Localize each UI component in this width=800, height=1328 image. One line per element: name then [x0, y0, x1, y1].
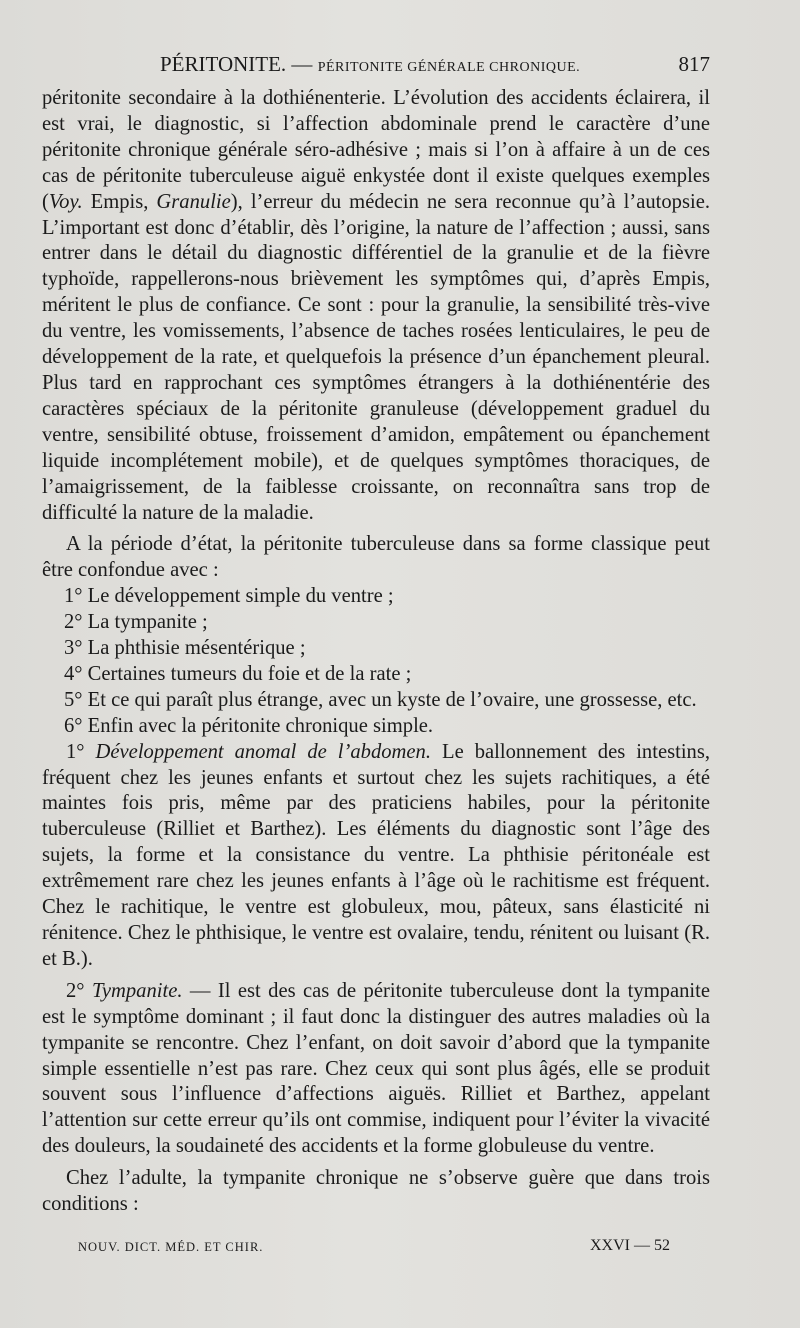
body-text [42, 86, 710, 1218]
paragraph-1-text-a: péritonite secondaire à la dothiénenterie. L’évolution des accidents éclairera, il est vrai, le diagnostic, si l’affection abdominale prend le caractère d’une péritonite chronique générale séro-adhésive ; mais si l’on à affaire à un de ces cas de péritonite tuberculeuse aiguë enkystée dont il existe quelques exemples ( [42, 87, 710, 213]
list-item: 1° Le développement simple du ventre ; [64, 585, 394, 608]
page-number: 817 [678, 52, 710, 76]
paragraph-5: Chez l’adulte, la tympanite chronique ne s’observe guère que dans trois conditions : [42, 1167, 710, 1216]
list-item: 3° La phthisie mésentérique ; [64, 637, 306, 660]
paragraph-2: A la période d’état, la péritonite tuberculeuse dans sa forme classique peut être confondue avec : [42, 533, 710, 582]
paragraph-3-text: Le ballonnement des intestins, fréquent chez les jeunes enfants et surtout chez les sujets rachitiques, a été maintes fois pris, même par des praticiens habiles, pour la péritonite tuberculeuse (Rilliet et Barthez). Les éléments du diagnostic sont l’âge des sujets, la forme et la consistance du ventre. La phthisie péritonéale est extrêmement rare chez les jeunes enfants à l’âge où le rachitisme est fréquent. Chez le rachitique, le ventre est globuleux, mou, pâteux, sans élasticité ni rénitence. Chez le phthisique, le ventre est ovalaire, tendu, rénitent ou luisant (R. et B.). [42, 740, 711, 970]
paragraph-4-text: — Il est des cas de péritonite tuberculeuse dont la tympanite est le symptôme dominant ; il faut donc la distinguer des autres maladies où la tympanite se rencontre. Chez l’enfant, on doit savoir d’abord que la tympanite simple essentielle n’est pas rare. Chez ceux qui sont plus âgés, elle se produit souvent sous l’influence d’affections aiguës. Rilliet et Barthez, appelant l’attention sur cette erreur qu’ils ont commise, indiquent pour l’éviter la vivacité des douleurs, la soudaineté des accidents et la forme globuleuse du ventre. [42, 979, 710, 1158]
list-item: 5° Et ce qui paraît plus étrange, avec un kyste de l’ovaire, une grossesse, etc. [64, 688, 697, 711]
footer-signature: NOUV. DICT. MÉD. ET CHIR. [78, 1240, 264, 1254]
paragraph-1-text-c: ), l’erreur du médecin ne sera reconnue qu’à l’autopsie. L’important est donc d’établir, dès l’origine, la nature de l’affection ; aussi, sans entrer dans le détail du diagnostic différentiel de la granulie et de la fièvre typhoïde, rappellerons-nous brièvement les symptômes qui, d’après Empis, méritent le plus de confiance. Ce sont : pour la granulie, la sensibilité très-vive du ventre, les vomissements, l’absence de taches rosées lenticulaires, le peu de développement de la rate, et quelquefois la présence d’un épanchement pleural. Plus tard en rapprochant ces symptômes étrangers à la dothiénentérie des caractères spéciaux de la péritonite granuleuse (développement graduel du ventre, sensibilité obtuse, froissement d’amidon, empâtement ou épanchement liquide incomplétement mobile), et de quelques symptômes thoraciques, de l’amaigrissement, de la faiblesse croissante, on reconnaîtra sans trop de difficulté la nature de la maladie. [42, 190, 711, 524]
list-item: 2° La tympanite ; [64, 611, 208, 634]
granulie-reference: Granulie [156, 190, 231, 213]
header-subtitle: PÉRITONITE GÉNÉRALE CHRONIQUE. [317, 60, 581, 75]
section-title: Développement anomal de l’abdomen. [95, 740, 432, 763]
paragraph-1 [42, 86, 710, 526]
section-title: Tympanite. [91, 979, 183, 1002]
list-item: 4° Certaines tumeurs du foie et de la rate ; [64, 662, 412, 685]
running-title [160, 52, 580, 77]
section-number: 1° [66, 740, 96, 763]
paragraph-3 [42, 740, 710, 973]
page-footer [78, 1237, 670, 1260]
paragraph-1-text-b: Empis, [82, 190, 157, 213]
list-item: 6° Enfin avec la péritonite chronique simple. [64, 714, 434, 737]
running-header [40, 52, 710, 80]
header-title: PÉRITONITE. — [160, 52, 313, 76]
footer-volume: XXVI — 52 [590, 1237, 670, 1254]
section-number: 2° [66, 979, 92, 1002]
voy-reference: Voy. [48, 190, 83, 213]
paragraph-4 [42, 979, 710, 1160]
